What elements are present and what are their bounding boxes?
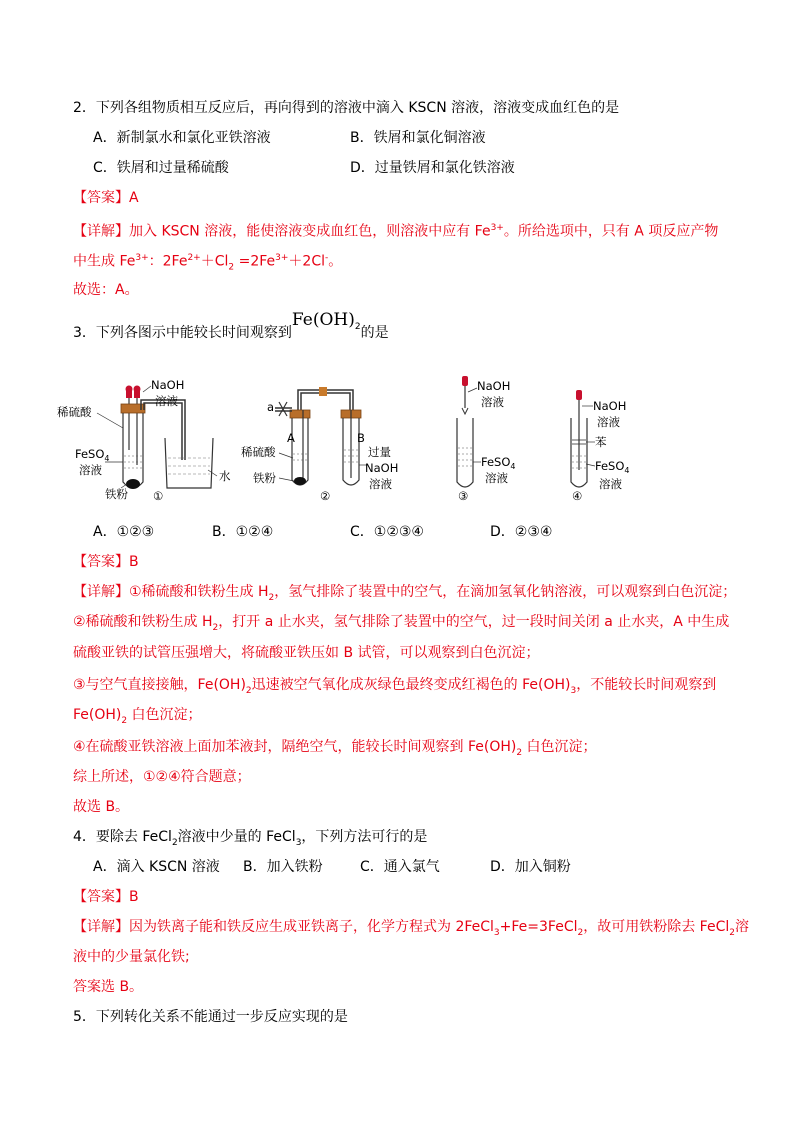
q3-option-d: D．②③④ (490, 524, 553, 540)
fig2-A-label: A (287, 431, 295, 445)
fig1-number: ① (153, 489, 164, 503)
fig4-number: ④ (572, 489, 583, 503)
apparatus-figure (57, 370, 665, 515)
q4-answer: 【答案】B (73, 889, 139, 905)
q3-detail-1: 【详解】①稀硫酸和铁粉生成 $H_2$，氢气排除了装置中的空气，在滴加氢氧化钠溶液，可以观察到白色沉淀； (73, 584, 737, 603)
q3-detail-4: ③与空气直接接触，$Fe(OH)_2$迅速被空气氧化成灰绿色最终变成红褐色的 $Fe(OH)_3$，不能较长时间观察到 (73, 677, 717, 696)
apparatus-1 (57, 378, 231, 503)
q2-option-d: D．过量铁屑和氯化铁溶液 (350, 160, 515, 176)
q2-detail-line1: 【详解】加入 KSCN 溶液，能使溶液变成血红色，则溶液中应有 $Fe^{3+}$。所给选项中，只有 A 项反应产物 (73, 223, 719, 240)
q3-detail-8: 故选 B。 (73, 799, 130, 815)
q2-answer: 【答案】A (73, 190, 139, 206)
q4-option-c: C．通入氯气 (360, 859, 440, 875)
q3-detail-6: ④在硫酸亚铁溶液上面加苯液封，隔绝空气，能较长时间观察到 $Fe(OH)_2$ 白色沉淀； (73, 739, 597, 758)
fig2-number: ② (320, 489, 331, 503)
q4-detail-3: 答案选 B。 (73, 979, 144, 995)
fig2-rongye-label: 溶液 (369, 477, 392, 491)
q2-conclusion: 故选：A。 (73, 282, 139, 298)
fe-oh2-formula: Fe(OH) (291, 310, 355, 330)
q3-option-a: A．①②③ (93, 524, 155, 540)
q4-option-a: A．滴入 KSCN 溶液 (93, 859, 220, 875)
fig4-rongye-label: 溶液 (597, 415, 620, 429)
fig1-rongye2-label: 溶液 (79, 463, 102, 477)
fig4-rongye2-label: 溶液 (599, 477, 622, 491)
fig3-feso4-label: FeSO$_4$ (481, 455, 516, 471)
fig1-feso4-label: FeSO$_4$ (75, 447, 110, 463)
q3-option-b: B．①②④ (212, 524, 274, 540)
fig2-guoliang-label: 过量 (368, 445, 391, 459)
q2-option-a: A．新制氯水和氯化亚铁溶液 (93, 130, 271, 146)
fig3-naoh-label: NaOH (477, 379, 511, 393)
q3-answer: 【答案】B (73, 554, 139, 570)
q4-option-d: D．加入铜粉 (490, 859, 571, 875)
q2-option-b: B．铁屑和氯化铜溶液 (350, 130, 486, 146)
fig2-xiliusuan-label: 稀硫酸 (241, 445, 276, 459)
q3-detail-2: ②稀硫酸和铁粉生成 $H_2$，打开 a 止水夹，氢气排除了装置中的空气，过一段时间关闭 a 止水夹，A 中生成 (73, 614, 730, 633)
q2-detail-line2: 中生成 $Fe^{3+}$：$2Fe^{2+}+Cl_2 =2Fe^{3+}+2Cl^-$。 (73, 253, 343, 273)
q3-stem: 3．下列各图示中能较长时间观察到$Fe(OH)_2$的是 (73, 310, 389, 341)
fig1-naoh-label: NaOH (151, 378, 185, 392)
apparatus-2 (241, 387, 398, 503)
fig1-tiefen-label: 铁粉 (105, 487, 128, 501)
q2-stem: 2．下列各组物质相互反应后，再向得到的溶液中滴入 KSCN 溶液，溶液变成血红色的是 (73, 100, 620, 116)
fig4-ben-label: 苯 (595, 435, 607, 449)
q3-detail-5: $Fe(OH)_2$ 白色沉淀； (73, 707, 202, 726)
fig2-B-label: B (357, 431, 365, 445)
fig3-rongye2-label: 溶液 (485, 471, 508, 485)
fig2-a-label: a (267, 400, 275, 414)
fig2-tiefen-label: 铁粉 (253, 471, 276, 485)
fig1-xiliusuan-label: 稀硫酸 (57, 405, 92, 419)
fig2-naoh-label: NaOH (365, 461, 399, 475)
q2-option-c: C．铁屑和过量稀硫酸 (93, 160, 229, 176)
q3-detail-3: 硫酸亚铁的试管压强增大，将硫酸亚铁压如 B 试管，可以观察到白色沉淀； (73, 645, 540, 661)
fig1-water-label: 水 (219, 469, 231, 483)
q3-detail-7: 综上所述，①②④符合题意； (73, 769, 251, 785)
q4-detail-1: 【详解】因为铁离子能和铁反应生成亚铁离子，化学方程式为 2FeCl$_3$+Fe=3FeCl$_2$，故可用铁粉除去 FeCl$_2$溶 (73, 919, 749, 938)
apparatus-3 (457, 376, 516, 503)
fig3-number: ③ (458, 489, 469, 503)
fig4-feso4-label: FeSO$_4$ (595, 459, 630, 475)
q3-option-c: C．①②③④ (350, 524, 424, 540)
fig1-rongye-label: 溶液 (155, 394, 178, 408)
apparatus-4 (571, 390, 630, 503)
q5-stem: 5．下列转化关系不能通过一步反应实现的是 (73, 1009, 348, 1025)
q4-detail-2: 液中的少量氯化铁; (73, 949, 190, 965)
q4-stem: 4．要除去 FeCl$_2$溶液中少量的 FeCl$_3$，下列方法可行的是 (73, 829, 428, 848)
q4-option-b: B．加入铁粉 (243, 859, 323, 875)
fig3-rongye-label: 溶液 (481, 395, 504, 409)
fig4-naoh-label: NaOH (593, 399, 627, 413)
